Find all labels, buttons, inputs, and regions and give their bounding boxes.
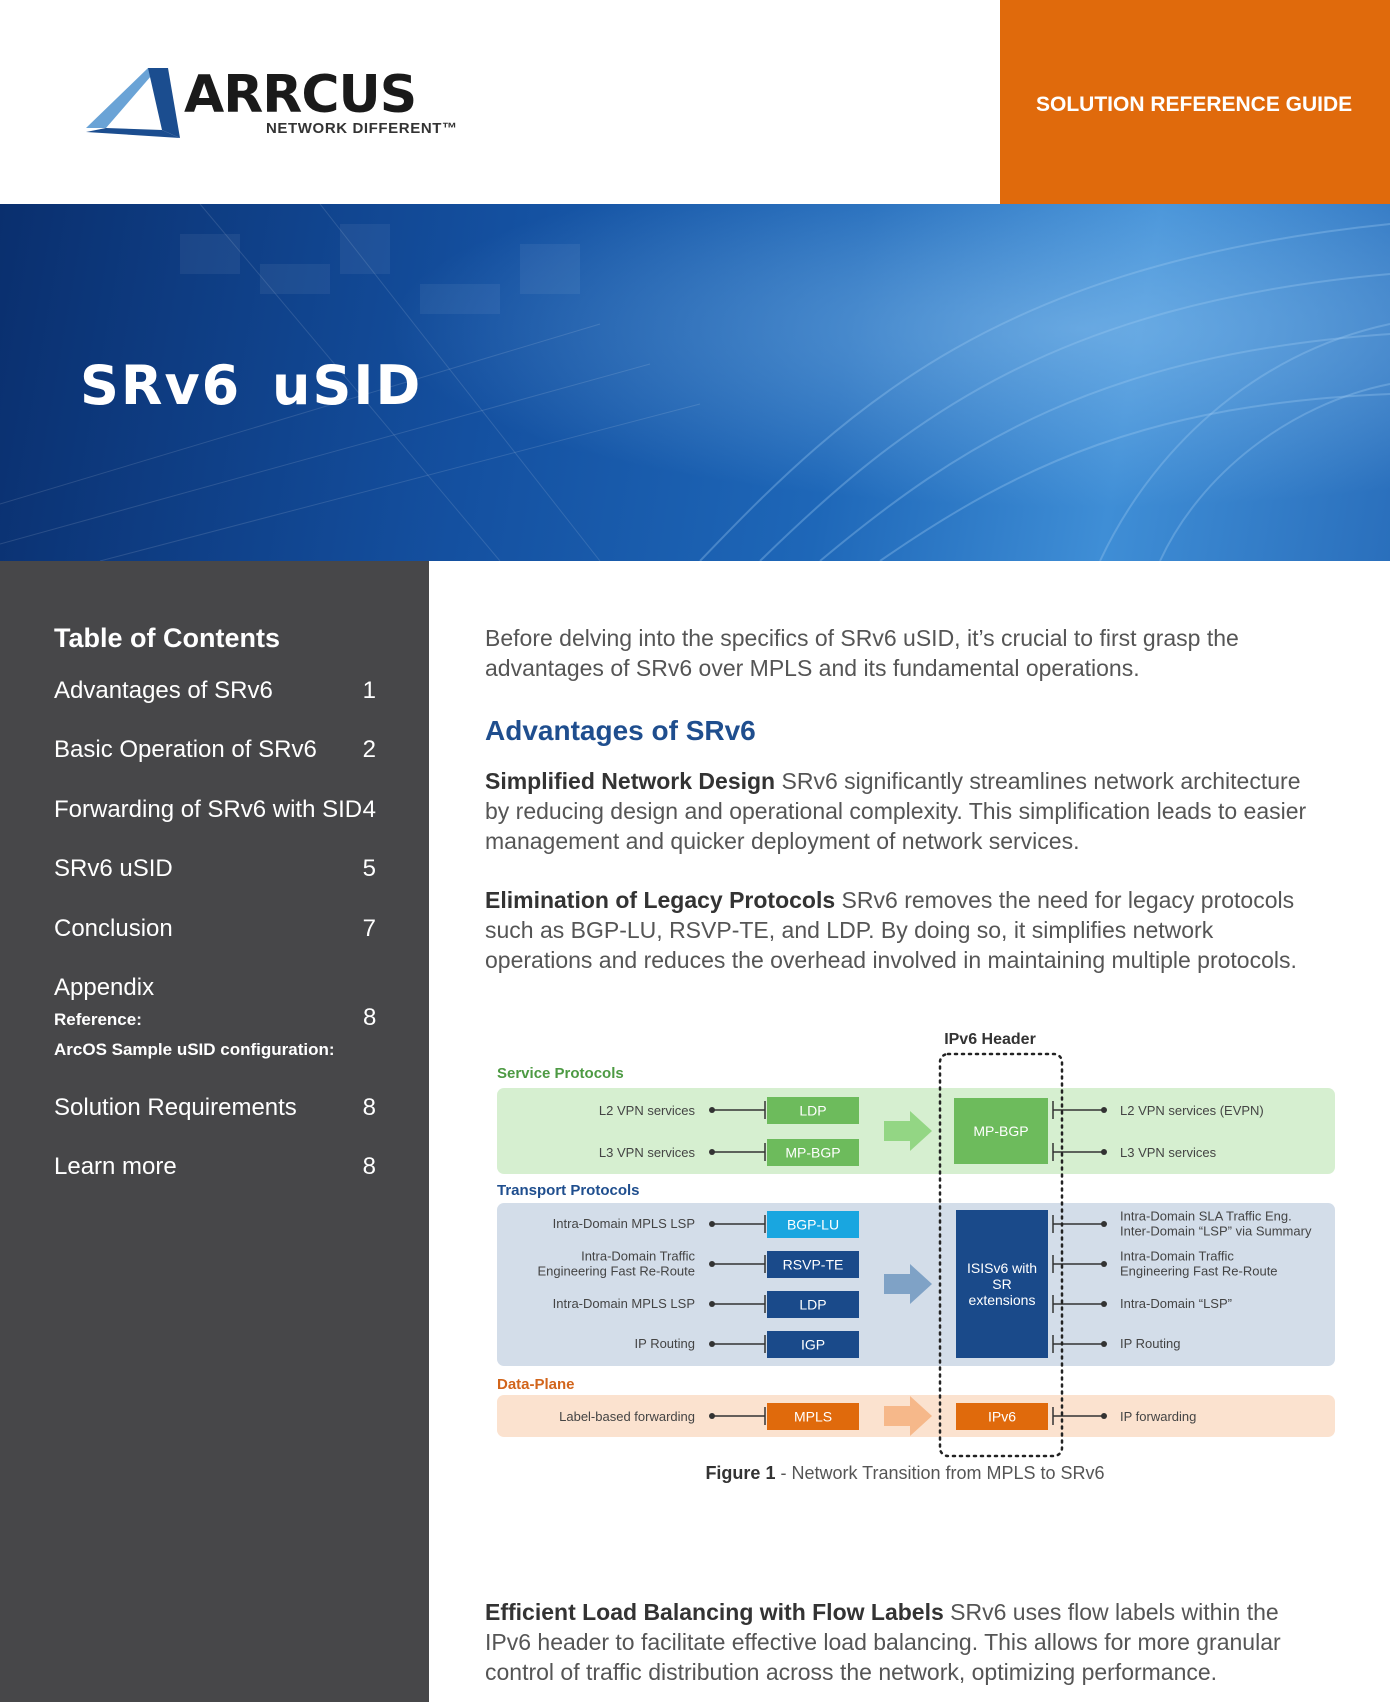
transport-protocol-box-label: RSVP-TE <box>782 1256 844 1273</box>
transport-left-label: Intra-Domain MPLS LSP <box>552 1296 695 1311</box>
connector-dot <box>1101 1413 1107 1419</box>
data-plane-left-label: Label-based forwarding <box>559 1409 695 1424</box>
data-plane-title: Data-Plane <box>497 1376 575 1393</box>
transport-protocols-title: Transport Protocols <box>497 1182 640 1199</box>
toc-item-label: SRv6 uSID <box>54 855 173 882</box>
toc-item-label: Basic Operation of SRv6 <box>54 736 317 763</box>
guide-badge <box>1000 0 1390 204</box>
toc-subitem-sample-config[interactable]: ArcOS Sample uSID configuration: <box>54 1040 335 1059</box>
figure-caption <box>485 1463 1325 1484</box>
toc-item-label: Conclusion <box>54 915 173 942</box>
transport-protocol-box-label: IGP <box>800 1336 826 1353</box>
data-plane-right-label: IP forwarding <box>1120 1409 1197 1424</box>
transport-target-box-label: SR <box>992 1276 1012 1292</box>
transport-left-label: Intra-Domain MPLS LSP <box>552 1216 695 1231</box>
connector-dot <box>1101 1301 1107 1307</box>
toc-item-page: 1 <box>362 677 376 704</box>
transport-right-label: Intra-Domain Traffic <box>1120 1248 1234 1264</box>
page-header <box>0 0 1390 204</box>
toc-item-page: 8 <box>362 1153 376 1180</box>
connector-dot <box>1101 1261 1107 1267</box>
transport-left-label: IP Routing <box>634 1336 695 1351</box>
transport-target-box-label: ISISv6 with <box>966 1260 1038 1276</box>
paragraph-body: SRv6 significantly streamlines network architecture by reducing design and operational complexity. This simplification leads to easier management and quicker deployment of network services. <box>485 768 1307 854</box>
toc-item-label: Forwarding of SRv6 with SID <box>54 796 363 823</box>
figure-number: Figure 1 <box>705 1463 776 1483</box>
hero-title: SRv6 uSID <box>80 354 423 417</box>
connector-dot <box>1101 1221 1107 1227</box>
toc-item-page: 2 <box>362 736 376 763</box>
transport-right-label: Engineering Fast Re-Route <box>1120 1263 1278 1279</box>
hero-banner <box>0 204 1390 561</box>
figure-title: - Network Transition from MPLS to SRv6 <box>775 1463 1105 1483</box>
paragraph-simplified-design <box>485 766 1325 856</box>
paragraph-body: SRv6 uses flow labels within the IPv6 header to facilitate effective load balancing. This allows for more granular control of traffic distribution across the network, optimizing performance. <box>485 1599 1281 1685</box>
data-plane-target-box-label: IPv6 <box>987 1408 1017 1425</box>
arrcus-logo <box>86 64 486 144</box>
toc-item-label: Learn more <box>54 1153 177 1180</box>
logo-mark-icon <box>86 66 186 138</box>
service-protocols-title: Service Protocols <box>497 1065 624 1082</box>
service-right-label: L3 VPN services <box>1120 1145 1217 1160</box>
paragraph-lead: Efficient Load Balancing with Flow Labels <box>485 1599 944 1625</box>
toc-item-page: 7 <box>362 915 376 942</box>
service-right-label: L2 VPN services (EVPN) <box>1120 1103 1264 1118</box>
transport-right-label: IP Routing <box>1120 1336 1181 1351</box>
connector-dot <box>1101 1341 1107 1347</box>
toc-item-page: 5 <box>362 855 376 882</box>
logo-tagline: NETWORK DIFFERENT™ <box>266 120 458 137</box>
transport-right-label: Intra-Domain SLA Traffic Eng. <box>1120 1208 1292 1224</box>
transport-target-box-label: extensions <box>968 1292 1036 1308</box>
transport-protocol-box-label: LDP <box>799 1296 827 1313</box>
logo-wordmark: ARRCUS <box>184 65 417 125</box>
toc-item-label: Appendix <box>54 974 155 1001</box>
paragraph-lead: Elimination of Legacy Protocols <box>485 887 836 913</box>
toc-item-label: Advantages of SRv6 <box>54 677 273 704</box>
paragraph-body: SRv6 removes the need for legacy protocols such as BGP-LU, RSVP-TE, and LDP. By doing so, it simplifies network operations and reduces the overhead involved in maintaining multiple protocols. <box>485 887 1297 973</box>
intro-paragraph: Before delving into the specifics of SRv6 uSID, it’s crucial to first grasp the advantages of SRv6 over MPLS and its fundamental operations. <box>485 625 1239 681</box>
section-heading: Advantages of SRv6 <box>485 715 756 746</box>
service-left-label: L3 VPN services <box>598 1145 695 1160</box>
toc-item-label: Solution Requirements <box>54 1094 297 1121</box>
transport-left-label: Engineering Fast Re-Route <box>537 1263 695 1279</box>
paragraph-legacy-protocols <box>485 885 1325 975</box>
connector-dot <box>1101 1149 1107 1155</box>
paragraph-lead: Simplified Network Design <box>485 768 776 794</box>
transport-right-label: Inter-Domain “LSP” via Summary <box>1120 1223 1312 1239</box>
ipv6-header-label: IPv6 Header <box>944 1031 1036 1048</box>
toc-title: Table of Contents <box>54 623 280 653</box>
toc-item-page: 4 <box>362 796 376 823</box>
service-protocol-box-label: LDP <box>799 1102 827 1119</box>
transport-protocol-box-label: BGP-LU <box>786 1216 840 1233</box>
network-transition-diagram <box>490 1022 1340 1462</box>
paragraph-load-balancing <box>485 1597 1325 1687</box>
service-target-box-label: MP-BGP <box>973 1123 1029 1139</box>
service-protocol-box-label: MP-BGP <box>785 1144 841 1161</box>
transport-right-label: Intra-Domain “LSP” <box>1120 1296 1232 1311</box>
service-left-label: L2 VPN services <box>598 1103 695 1118</box>
guide-label: SOLUTION REFERENCE GUIDE <box>1036 93 1353 116</box>
toc-subitem-reference[interactable]: Reference: <box>54 1010 142 1029</box>
toc-item-page: 8 <box>362 1094 376 1121</box>
transport-left-label: Intra-Domain Traffic <box>581 1248 695 1264</box>
data-plane-protocol-box-label: MPLS <box>793 1408 833 1425</box>
toc-appendix-page: 8 <box>363 1004 377 1031</box>
connector-dot <box>1101 1107 1107 1113</box>
toc-sidebar <box>0 561 429 1702</box>
